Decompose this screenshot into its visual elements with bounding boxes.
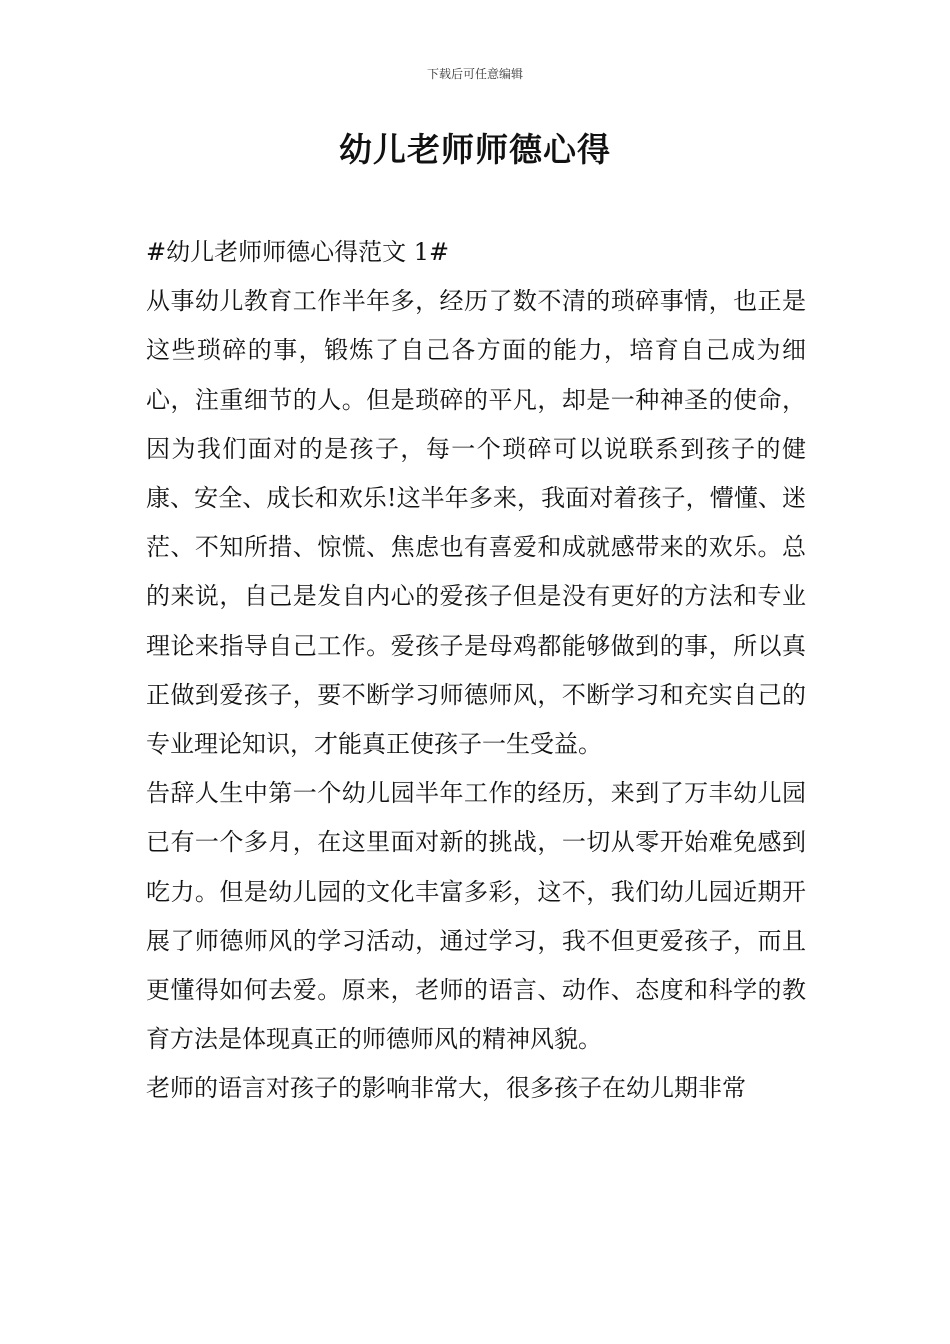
paragraph-1: 从事幼儿教育工作半年多，经历了数不清的琐碎事情，也正是这些琐碎的事，锻炼了自己各方面的能力，培育自己成为细心，注重细节的人。但是琐碎的平凡，却是一种神圣的使命，因为我们面对的是孩子，每一个琐碎可以说联系到孩子的健康、安全、成长和欢乐!这半年多来，我面对着孩子，懵懂、迷茫、不知所措、惊慌、焦虑也有喜爱和成就感带来的欢乐。总的来说，自己是发自内心的爱孩子但是没有更好的方法和专业理论来指导自己工作。爱孩子是母鸡都能够做到的事，所以真正做到爱孩子，要不断学习师德师风，不断学习和充实自己的专业理论知识，才能真正使孩子一生受益。 — [146, 287, 806, 759]
document-body — [146, 228, 806, 1114]
section-heading: #幼儿老师师德心得范文 1# — [146, 238, 450, 266]
paragraph-2: 告辞人生中第一个幼儿园半年工作的经历，来到了万丰幼儿园已有一个多月，在这里面对新的挑战，一切从零开始难免感到吃力。但是幼儿园的文化丰富多彩，这不，我们幼儿园近期开展了师德师风的学习活动，通过学习，我不但更爱孩子，而且更懂得如何去爱。原来，老师的语言、动作、态度和科学的教育方法是体现真正的师德师风的精神风貌。 — [146, 779, 806, 1054]
header-note: 下载后可任意编辑 — [426, 67, 523, 81]
paragraph-3: 老师的语言对孩子的影响非常大，很多孩子在幼儿期非常 — [146, 1074, 746, 1103]
document-title: 幼儿老师师德心得 — [339, 130, 611, 169]
